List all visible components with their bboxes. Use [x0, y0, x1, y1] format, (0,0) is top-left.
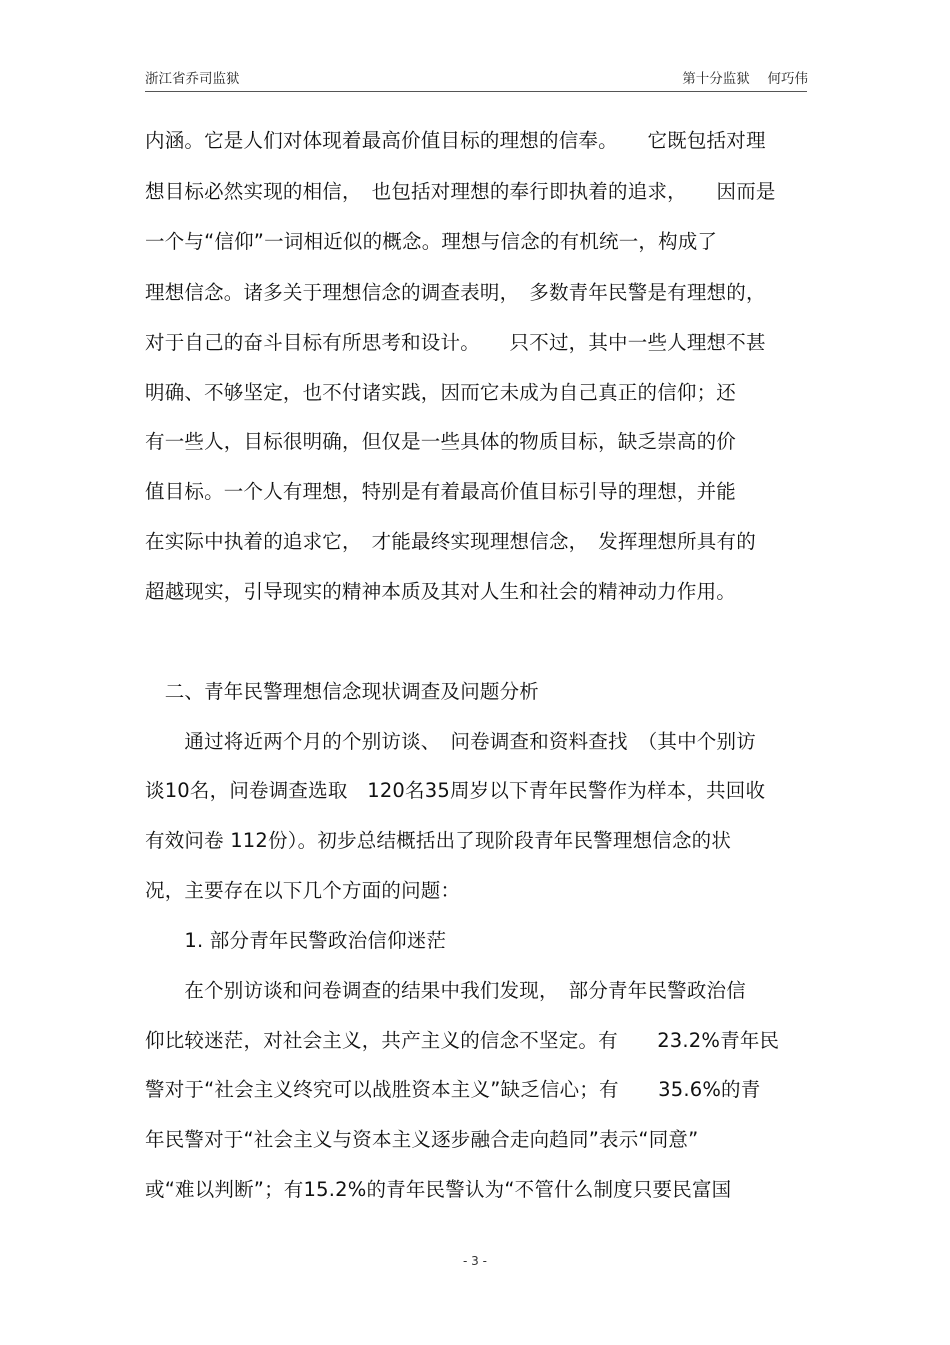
paragraph-line: 或“难以判断”；有15.2%的青年民警认为“不管什么制度只要民富国: [145, 1178, 732, 1201]
header-divider: [145, 91, 807, 92]
header-author: 第十分监狱 何巧伟: [682, 71, 808, 87]
paragraph-line: 内涵。它是人们对体现着最高价值目标的理想的信奉。 它既包括对理: [145, 129, 766, 152]
paragraph-line: 在个别访谈和问卷调查的结果中我们发现， 部分青年民警政治信: [145, 979, 746, 1002]
subsection-heading: 1. 部分青年民警政治信仰迷茫: [145, 929, 447, 952]
paragraph-line: 值目标。一个人有理想，特别是有着最高价值目标引导的理想，并能: [145, 480, 737, 503]
paragraph-line: 警对于“社会主义终究可以战胜资本主义”缺乏信心；有 35.6%的青: [145, 1078, 761, 1101]
paragraph-line: 在实际中执着的追求它， 才能最终实现理想信念， 发挥理想所具有的: [145, 530, 756, 553]
paragraph-line: 超越现实，引导现实的精神本质及其对人生和社会的精神动力作用。: [145, 580, 737, 603]
paragraph-line: 有效问卷 112份）。初步总结概括出了现阶段青年民警理想信念的状: [145, 829, 732, 852]
paragraph-line: 对于自己的奋斗目标有所思考和设计。 只不过，其中一些人理想不甚: [145, 331, 766, 354]
page-number: - 3 -: [463, 1254, 487, 1268]
paragraph-line: 明确、不够坚定，也不付诸实践，因而它未成为自己真正的信仰；还: [145, 381, 737, 404]
paragraph-line: 年民警对于“社会主义与资本主义逐步融合走向趋同”表示“同意”: [145, 1128, 699, 1151]
paragraph-line: 谈10名，问卷调查选取 120名35周岁以下青年民警作为样本，共回收: [145, 779, 766, 802]
paragraph-line: 想目标必然实现的相信， 也包括对理想的奉行即执着的追求， 因而是: [145, 180, 776, 203]
paragraph-line: 理想信念。诸多关于理想信念的调查表明， 多数青年民警是有理想的，: [145, 281, 766, 304]
paragraph-line: 一个与“信仰”一词相近似的概念。理想与信念的有机统一，构成了: [145, 230, 718, 253]
header-organization: 浙江省乔司监狱: [145, 71, 240, 87]
section-heading: 二、青年民警理想信念现状调查及问题分析: [145, 680, 540, 703]
paragraph-line: 况，主要存在以下几个方面的问题：: [145, 879, 461, 902]
paragraph-line: 仰比较迷茫，对社会主义，共产主义的信念不坚定。有 23.2%青年民: [145, 1029, 780, 1052]
paragraph-line: 有一些人，目标很明确，但仅是一些具体的物质目标，缺乏崇高的价: [145, 430, 737, 453]
paragraph-line: 通过将近两个月的个别访谈、 问卷调查和资料查找 （其中个别访: [145, 730, 756, 753]
